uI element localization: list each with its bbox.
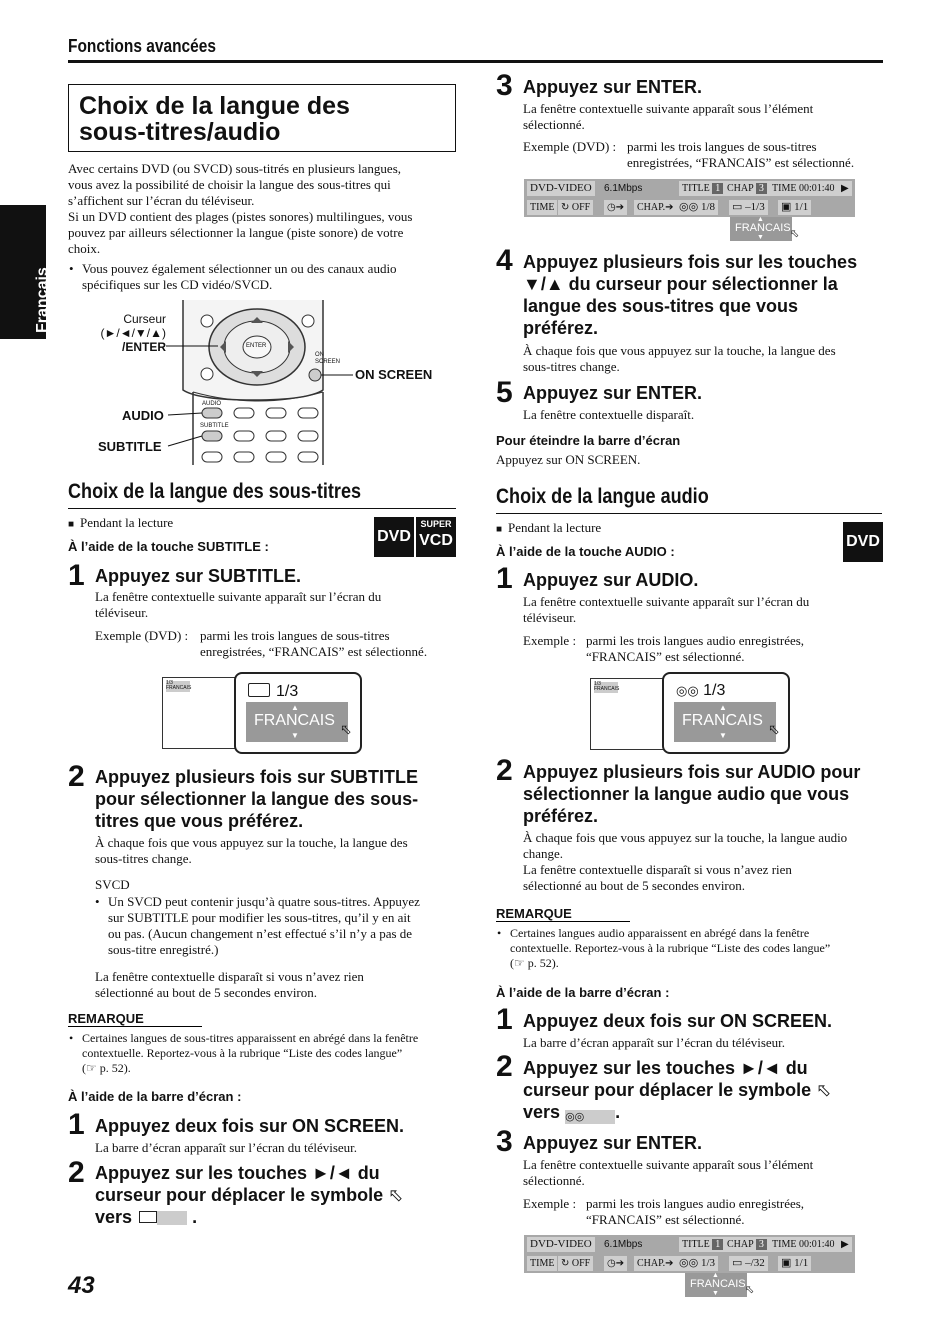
cursor-symbol-icon: ⬁ [816,1080,832,1100]
bar2-play-icon: ▶ [838,1237,852,1252]
cursor-symbol-icon: ⬁ [388,1185,404,1205]
up-arrow-icon: ▲ [712,1271,719,1279]
down-arrow-icon: ▼ [291,731,299,740]
subtitle-popup-lang: FRANCAIS [254,712,335,729]
bar2-time: TIME 00:01:40 [769,1237,838,1252]
audio-icon: ◎◎ [679,1257,699,1269]
bar2-subtitle[interactable]: ▭ –/32 [729,1256,768,1271]
audio-popup-count: ◎◎ 1/3 [676,682,726,699]
audio-icon: ◎◎ [679,201,699,213]
audio-bar-step-3-text: La fenêtre contextuelle suivante apparaît sous l’élément sélectionné. [523,1157,814,1188]
intro-bullet: • Vous pouvez également sélectionner un ou des canaux audio spécifiques sur les CD vidéo/SVCD. [82,261,462,293]
main-title: Choix de la langue des sous-titres/audio [79,92,350,146]
step-5-text: La fenêtre contextuelle disparaît. [523,407,695,422]
cursor-icon: ⬁ [340,723,352,738]
audio-bar-step-1-title: Appuyez deux fois sur ON SCREEN. [523,1011,833,1031]
audio-step-2-title: Appuyez plusieurs fois sur AUDIO pour sélectionner la langue audio que vous préférez. [523,762,861,826]
audio-bar-step-1-text: La barre d’écran apparaît sur l’écran du téléviseur. [523,1035,786,1050]
bar1-chap-btn[interactable]: CHAP.➔ [634,200,676,215]
subtitle-label: SUBTITLE [98,439,162,454]
remarque-right-bullet: • Certaines langues audio apparaissent en abrégé dans la fenêtre contextuelle. Reportez-vous à la rubrique “Liste des codes langue” (☞ p. 52). [510,926,888,971]
svcd-label: SVCD [95,877,130,892]
on-screen-bar-2 [524,1235,855,1273]
remote-illustration [68,300,468,470]
step-1-title: Appuyez sur SUBTITLE. [95,566,302,586]
step-3-example: parmi les trois langues de sous-titres enregistrées, “FRANCAIS” est sélectionné. [627,139,855,170]
on-screen-label: ON SCREEN [355,367,433,382]
via-bar-left: À l’aide de la barre d’écran : [68,1089,242,1104]
audio-section-heading: Choix de la langue audio [496,485,709,508]
via-bar-right: À l’aide de la barre d’écran : [496,985,670,1000]
page-number: 43 [68,1272,95,1299]
turn-off-bar-title: Pour éteindre la barre d’écran [496,433,681,448]
subtitle-section-heading: Choix de la langue des sous-titres [68,480,362,503]
step-2-number: 2 [68,760,85,793]
super-vcd-badge: SUPER VCD [416,517,456,557]
bar2-audio[interactable]: ◎◎ 1/3 [676,1256,718,1271]
subtitle-icon: ▭ [732,1257,743,1269]
subtitle-popup-count: 1/3 [248,683,298,701]
main-title-box [68,84,456,152]
bar-step-2-title: Appuyez sur les touches ►/◄ du curseur pour déplacer le symbole ⬁ vers . [95,1163,404,1227]
remarque-right: REMARQUE [496,906,630,922]
subtitle-popup-selector [246,702,352,742]
bar2-chap: CHAP 3 [724,1237,770,1252]
audio-icon: ◎◎ [676,683,699,698]
down-arrow-icon: ▼ [757,233,764,241]
header-rule [68,60,883,63]
camera-icon: ▣ [781,1257,792,1269]
subtitle-key-text: SUBTITLE [200,423,229,429]
mini-popup: 1/3 FRANCAIS [166,680,192,691]
heading-rule [496,513,882,514]
up-arrow-icon: ▲ [719,703,727,712]
audio-step-1-text: La fenêtre contextuelle suivante apparaît sur l’écran du téléviseur. [523,594,810,625]
on-screen-bar-1 [524,179,855,217]
tv-screen-mini [162,677,244,749]
subtitle-icon: ▭ [732,201,743,213]
via-subtitle-key: À l’aide de la touche SUBTITLE : [68,539,269,554]
bar2-rate: 6.1Mbps [604,1239,643,1250]
during-playback-note: ■ Pendant la lecture [68,515,173,533]
audio-bar-step-3-number: 3 [496,1125,513,1158]
up-arrow-icon: ▲ [757,215,764,223]
subtitle-icon [248,683,270,697]
bar1-play-icon: ▶ [838,181,852,196]
step-5-title: Appuyez sur ENTER. [523,383,703,403]
section-header: Fonctions avancées [68,36,216,56]
repeat-icon: ↻ [561,202,570,213]
audio-step-2-text: À chaque fois que vous appuyez sur la touche, la langue audio change. La fenêtre contextuelle disparaît si vous n’avez rien sélectionné au bout de 5 secondes environ. [523,830,848,893]
dvd-badge: DVD [374,517,414,557]
bar2-popup [685,1271,755,1297]
enter-label: /ENTER [121,340,166,354]
bar1-mode: DVD-VIDEO [527,181,595,196]
dvd-badge: DVD [843,522,883,562]
step-3-example-label: Exemple (DVD) : [523,139,617,154]
enter-key-text: ENTER [246,343,267,349]
bar2-timer-icon[interactable]: ◷➔ [604,1256,627,1271]
subtitle-popup [234,672,362,754]
during-playback-note: ■ Pendant la lecture [496,520,601,538]
remarque-left-bullet: • Certaines langues de sous-titres apparaissent en abrégé dans la fenêtre contextuelle. Reportez-vous à la rubrique “Liste des codes langue” (☞ p. 52). [82,1031,462,1076]
step-3-text: La fenêtre contextuelle suivante apparaît sous l’élément sélectionné. [523,101,814,132]
bar-step-2-number: 2 [68,1156,85,1189]
on-screen-key-text: ON SCREEN [315,352,341,365]
audio-step-2-number: 2 [496,754,513,787]
audio-bar-step-3-example: parmi les trois langues audio enregistrées, “FRANCAIS” est sélectionné. [586,1196,805,1227]
step-4-number: 4 [496,244,513,277]
camera-icon: ▣ [781,201,792,213]
svcd-bullet: • Un SVCD peut contenir jusqu’à quatre sous-titres. Appuyez sur SUBTITLE pour modifier les sous-titres, qu’il y en ait ou pas. (Aucun changement n’est effectué s’il n’y a pas de sous-titre enregistré.) [108,894,458,958]
audio-popup-lang: FRANCAIS [682,712,763,729]
mini-popup: 1/3 FRANCAIS [594,681,620,692]
audio-step-1-title: Appuyez sur AUDIO. [523,570,699,590]
bar1-angle[interactable]: ▣ 1/1 [778,200,811,215]
cursor-label: Curseur [123,312,166,326]
audio-step-1-example: parmi les trois langues audio enregistrées, “FRANCAIS” est sélectionné. [586,633,805,664]
intro-text: Avec certains DVD (ou SVCD) sous-titrés en plusieurs langues, vous avez la possibilité de choisir la langue des sous-titres qui s’affichent sur l’écran du téléviseur. Si un DVD contient des plages (pistes sonores) multilingues, vous pouvez par ailleurs sélectionner la langue (piste sonore) de votre choix. [68,161,413,256]
step-3-number: 3 [496,69,513,102]
step-5-number: 5 [496,376,513,409]
audio-step-1-number: 1 [496,562,513,595]
step-1-number: 1 [68,559,85,592]
turn-off-bar-text: Appuyez sur ON SCREEN. [496,452,641,467]
audio-bar-step-3-title: Appuyez sur ENTER. [523,1133,703,1153]
bar1-chap: CHAP 3 [724,181,770,196]
cursor-icon: ⬁ [745,1284,755,1296]
bar1-audio[interactable]: ◎◎ 1/8 [676,200,718,215]
step-1-example-label: Exemple (DVD) : [95,628,189,643]
down-arrow-icon: ▼ [719,731,727,740]
audio-popup-selector [674,702,780,742]
bar1-popup [730,215,800,241]
repeat-icon: ↻ [561,1258,570,1269]
bar2-angle[interactable]: ▣ 1/1 [778,1256,811,1271]
subtitle-icon [139,1211,157,1223]
up-arrow-icon: ▲ [291,703,299,712]
tv-screen-mini [590,678,672,750]
bar-step-1-text: La barre d’écran apparaît sur l’écran du téléviseur. [95,1140,358,1155]
cursor-icon: ⬁ [790,228,800,240]
audio-bar-step-2-title: Appuyez sur les touches ►/◄ du curseur pour déplacer le symbole ⬁ vers ◎◎ . [523,1058,832,1123]
bar-step-1-number: 1 [68,1108,85,1141]
cursor-icon: ⬁ [768,723,780,738]
bar1-repeat-off[interactable]: ↻ OFF [558,200,593,215]
cursor-arrows-label: (►/◄/▼/▲) [100,326,166,340]
bar2-repeat-off[interactable]: ↻ OFF [558,1256,593,1271]
step-3-title: Appuyez sur ENTER. [523,77,703,97]
bar2-popup-lang: FRANCAIS [690,1278,746,1290]
audio-bar-step-3-example-label: Exemple : [523,1196,577,1211]
bar1-subtitle[interactable]: ▭ –1/3 [729,200,768,215]
bar2-chap-btn[interactable]: CHAP.➔ [634,1256,676,1271]
audio-label: AUDIO [122,408,164,423]
audio-bar-step-1-number: 1 [496,1003,513,1036]
via-audio-key: À l’aide de la touche AUDIO : [496,544,675,559]
bar1-time: TIME 00:01:40 [769,181,838,196]
remarque-left: REMARQUE [68,1011,202,1027]
bar2-time-btn[interactable]: TIME [527,1256,557,1271]
step-1-example: parmi les trois langues de sous-titres enregistrées, “FRANCAIS” est sélectionné. [200,628,428,659]
audio-icon: ◎◎ [565,1110,615,1124]
bar2-title: TITLE 1 [679,1237,726,1252]
audio-popup [662,672,790,754]
audio-bar-step-2-number: 2 [496,1050,513,1083]
step-4-title: Appuyez plusieurs fois sur les touches ▼/▲ du curseur pour sélectionner la langue des sous-titres que vous préférez. [523,252,858,338]
step-4-text: À chaque fois que vous appuyez sur la touche, la langue des sous-titres change. [523,343,836,374]
side-tab-label: Français [34,267,51,333]
step-2-text: À chaque fois que vous appuyez sur la touche, la langue des sous-titres change. [95,835,408,866]
bar1-rate: 6.1Mbps [604,183,643,194]
side-tab [0,205,51,339]
bar1-title: TITLE 1 [679,181,726,196]
step-2-after: La fenêtre contextuelle disparaît si vous n’avez rien sélectionné au bout de 5 secondes environ. [95,969,364,1000]
step-2-title: Appuyez plusieurs fois sur SUBTITLE pour sélectionner la langue des sous- titres que vous préférez. [95,767,419,831]
bar1-timer-icon[interactable]: ◷➔ [604,200,627,215]
audio-key-text: AUDIO [202,401,222,407]
bar1-popup-lang: FRANCAIS [735,222,791,234]
heading-rule [68,508,456,509]
bar-step-1-title: Appuyez deux fois sur ON SCREEN. [95,1116,405,1136]
step-1-text: La fenêtre contextuelle suivante apparaît sur l’écran du téléviseur. [95,589,382,620]
audio-step-1-example-label: Exemple : [523,633,577,648]
down-arrow-icon: ▼ [712,1289,719,1297]
bar1-time-btn[interactable]: TIME [527,200,557,215]
bar2-mode: DVD-VIDEO [527,1237,595,1252]
